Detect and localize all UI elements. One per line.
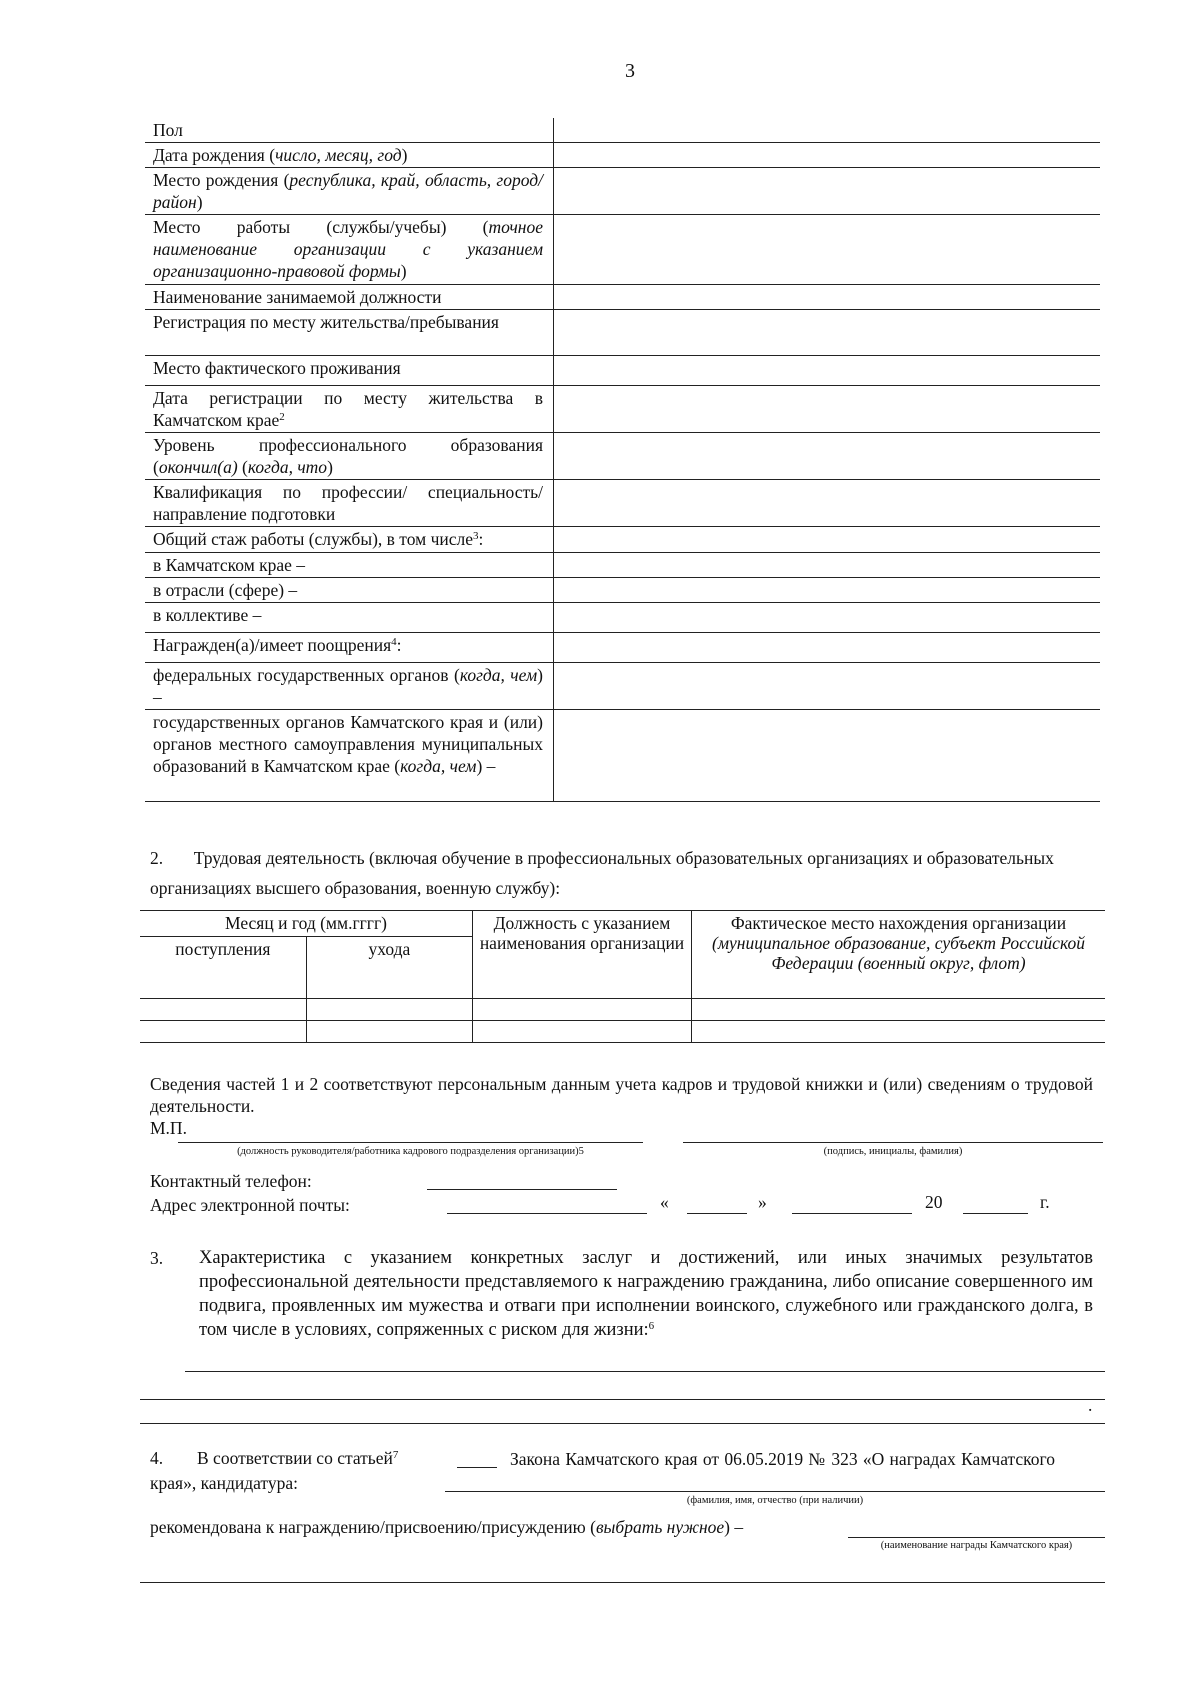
caption-signature: (подпись, инициалы, фамилия): [823, 1146, 963, 1157]
recommendation-text: рекомендована к награждению/присвоению/присуждению (выбрать нужное) –: [150, 1517, 744, 1537]
cell-position[interactable]: [473, 1021, 692, 1043]
employment-table: [140, 910, 1105, 1043]
label-actual-residence: Место фактического проживания: [145, 356, 554, 386]
label-gender: Пол: [145, 118, 554, 143]
value-exp-kamchatka[interactable]: [554, 553, 1101, 578]
table-row: [145, 633, 1100, 663]
caption-candidate-name: (фамилия, имя, отчество (при наличии): [686, 1495, 864, 1506]
section2-number: 2.: [150, 848, 164, 868]
label-qualification: Квалификация по профессии/ специальность/направление подготовки: [145, 480, 554, 527]
label-total-experience: Общий стаж работы (службы), в том числе$^3$:: [145, 527, 554, 553]
date-year-prefix: 20: [925, 1192, 943, 1212]
candidate-name-line[interactable]: [445, 1491, 1105, 1492]
table-row: [140, 1021, 1105, 1043]
characteristic-line-2[interactable]: [140, 1399, 1105, 1400]
label-birth-date: Дата рождения (число, месяц, год): [145, 143, 554, 168]
confirmation-text: Сведения частей 1 и 2 соответствуют персональным данным учета кадров и трудовой книжки и (или) сведениям о трудовой деятельности.: [150, 1074, 1093, 1116]
table-row: [145, 710, 1100, 802]
table-row: [145, 553, 1100, 578]
label-exp-kamchatka: в Камчатском крае –: [145, 553, 554, 578]
label-awards-federal: федеральных государственных органов (когда, чем) –: [145, 663, 554, 710]
date-year-suffix: г.: [1040, 1192, 1050, 1212]
cell-location[interactable]: [692, 999, 1106, 1021]
section4-number: 4.: [150, 1448, 164, 1468]
cell-start[interactable]: [140, 1021, 306, 1043]
label-position: Наименование занимаемой должности: [145, 285, 554, 310]
characteristic-line-3[interactable]: [140, 1423, 1105, 1424]
cell-location[interactable]: [692, 1021, 1106, 1043]
signature-line[interactable]: [683, 1142, 1103, 1143]
cell-start[interactable]: [140, 999, 306, 1021]
position-line[interactable]: [178, 1142, 643, 1143]
email-line[interactable]: [447, 1213, 647, 1214]
section3-text: Характеристика с указанием конкретных заслуг и достижений, или иных значимых результатов профессиональной деятельности представляемого к награждению гражданина, либо описание совершенного им подвига, проявленных им мужества и отваги при исполнении воинского, служебного или гражданского долга, в том числе в условиях, сопряженных с риском для жизни:$^6$: [199, 1248, 1093, 1340]
caption-award-name: (наименование награды Камчатского края): [880, 1540, 1073, 1551]
date-quote-open: «: [660, 1192, 669, 1212]
email-label: Адрес электронной почты:: [150, 1195, 350, 1215]
header-location-sub: (муниципальное образование, субъект Российской Федерации (военный округ, флот): [712, 933, 1085, 973]
section4-text-a: В соответствии со статьей$^7$: [197, 1448, 399, 1468]
personal-data-table: [145, 118, 1100, 802]
caption-position: (должность руководителя/работника кадрового подразделения организации)5: [237, 1146, 584, 1157]
table-row: [145, 118, 1100, 143]
value-total-experience[interactable]: [554, 527, 1101, 553]
section4-text-b: Закона Камчатского края от 06.05.2019 № 323 «О наградах Камчатского края», кандидатура:: [150, 1449, 1055, 1493]
characteristic-line-1[interactable]: [185, 1371, 1105, 1372]
label-education: Уровень профессионального образования (окончил(а) (когда, что): [145, 433, 554, 480]
header-month-year: Месяц и год (мм.гггг): [140, 911, 473, 937]
value-registration[interactable]: [554, 310, 1101, 356]
section2-heading: [150, 843, 1100, 903]
table-row: [145, 356, 1100, 386]
stamp-place: М.П.: [150, 1118, 187, 1138]
table-row: [140, 999, 1105, 1021]
header-start: поступления: [140, 937, 306, 999]
cell-position[interactable]: [473, 999, 692, 1021]
table-row: [145, 168, 1100, 215]
header-end: ухода: [306, 937, 472, 999]
value-awards-federal[interactable]: [554, 663, 1101, 710]
value-registration-date[interactable]: [554, 386, 1101, 433]
table-row: [145, 310, 1100, 356]
value-exp-industry[interactable]: [554, 578, 1101, 603]
label-registration-date: Дата регистрации по месту жительства в Камчатском крае$^2$: [145, 386, 554, 433]
table-row: [145, 527, 1100, 553]
label-birth-place: Место рождения (республика, край, область, город/район): [145, 168, 554, 215]
value-workplace[interactable]: [554, 215, 1101, 285]
phone-line[interactable]: [427, 1189, 617, 1190]
value-gender[interactable]: [554, 118, 1101, 143]
value-qualification[interactable]: [554, 480, 1101, 527]
header-position: Должность с указанием наименования организации: [473, 911, 692, 999]
table-row: [145, 215, 1100, 285]
value-birth-date[interactable]: [554, 143, 1101, 168]
label-awards-regional: государственных органов Камчатского края и (или) органов местного самоуправления муниципальных образований в Камчатском крае (когда, чем) –: [145, 710, 554, 802]
label-registration: Регистрация по месту жительства/пребывания: [145, 310, 554, 356]
section2-text: Трудовая деятельность (включая обучение в профессиональных образовательных организациях и образовательных организациях высшего образования, военную службу):: [150, 848, 1054, 898]
table-row: [145, 578, 1100, 603]
table-row: [145, 603, 1100, 633]
table-row: [145, 663, 1100, 710]
value-awards[interactable]: [554, 633, 1101, 663]
trailing-dot: .: [1088, 1395, 1093, 1415]
value-position[interactable]: [554, 285, 1101, 310]
award-name-line[interactable]: [848, 1537, 1105, 1538]
label-awards: Награжден(а)/имеет поощрения$^4$:: [145, 633, 554, 663]
cell-end[interactable]: [306, 1021, 472, 1043]
label-workplace: Место работы (службы/учебы) (точное наименование организации с указанием организационно-правовой формы): [145, 215, 554, 285]
label-exp-industry: в отрасли (сфере) –: [145, 578, 554, 603]
page-number: 3: [625, 60, 635, 82]
table-row: [145, 143, 1100, 168]
date-day-line[interactable]: [687, 1213, 747, 1214]
label-exp-collective: в коллективе –: [145, 603, 554, 633]
header-location: [692, 911, 1106, 999]
table-row: [145, 480, 1100, 527]
section3-number: 3.: [150, 1248, 164, 1268]
award-line-2[interactable]: [140, 1582, 1105, 1583]
date-year-line[interactable]: [963, 1213, 1028, 1214]
date-quote-close: »: [758, 1192, 767, 1212]
table-row: [145, 285, 1100, 310]
table-row: [145, 433, 1100, 480]
value-birth-place[interactable]: [554, 168, 1101, 215]
header-location-title: Фактическое место нахождения организации: [730, 913, 1067, 933]
value-exp-collective[interactable]: [554, 603, 1101, 633]
cell-end[interactable]: [306, 999, 472, 1021]
value-education[interactable]: [554, 433, 1101, 480]
table-row: [145, 386, 1100, 433]
date-month-line[interactable]: [792, 1213, 912, 1214]
value-actual-residence[interactable]: [554, 356, 1101, 386]
value-awards-regional[interactable]: [554, 710, 1101, 802]
phone-label: Контактный телефон:: [150, 1171, 312, 1191]
